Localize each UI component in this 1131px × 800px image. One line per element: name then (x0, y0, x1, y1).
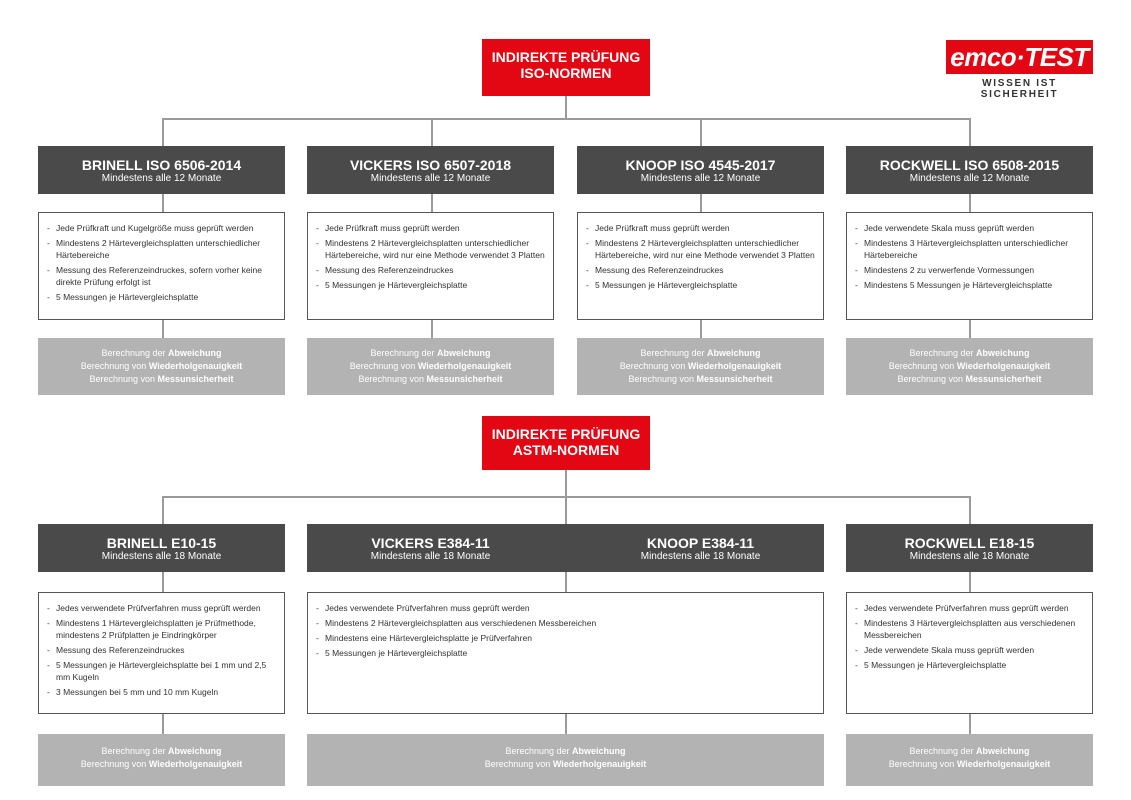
logo-tagline: WISSEN IST SICHERHEIT (980, 78, 1059, 100)
astm-brinell-calculations (38, 734, 285, 786)
astm-link (162, 714, 164, 734)
iso-link (700, 194, 702, 212)
list-item: - 5 Messungen je Härtevergleichsplatte (47, 291, 276, 303)
list-item: - Jedes verwendete Prüfverfahren muss geprüft werden (47, 602, 276, 614)
list-item: - Mindestens 2 zu verwerfende Vormessungen (855, 264, 1084, 276)
astm-vickers-title: VICKERS E384-11 (371, 535, 490, 551)
astm-header (482, 416, 650, 470)
calc-term: Messunsicherheit (426, 374, 503, 384)
list-item: - Jede verwendete Skala muss geprüft werden (855, 644, 1084, 656)
list-item: - Jede verwendete Skala muss geprüft werden (855, 222, 1084, 234)
astm-connector-drop-2 (565, 496, 567, 524)
calc-term: Abweichung (437, 348, 491, 358)
calc-label: Berechnung von (888, 361, 955, 371)
iso-rockwell-title: ROCKWELL ISO 6508-2015 (879, 157, 1060, 173)
iso-vickers-calculations (307, 338, 554, 395)
iso-brinell-title: BRINELL ISO 6506-2014 (81, 157, 242, 173)
calc-label: Berechnung von (628, 374, 694, 384)
astm-brinell-requirements (38, 592, 285, 714)
astm-vickers-heading (307, 524, 554, 563)
iso-header-line2: ISO-NORMEN (520, 65, 612, 81)
iso-connector-bar (162, 118, 969, 120)
iso-brinell-requirements (38, 212, 285, 320)
list-item: - Mindestens 3 Härtevergleichsplatten unterschiedlicher Härtebereiche (855, 237, 1084, 261)
list-item: - Mindestens 2 Härtevergleichsplatten unterschiedlicher Härtebereiche, wird nur eine Methode verwendet 3 Platten (316, 237, 545, 261)
calc-term: Abweichung (976, 746, 1030, 756)
iso-brinell-calculations (38, 338, 285, 395)
list-item: - Messung des Referenzeindruckes, sofern vorher keine direkte Prüfung erfolgt ist (47, 264, 276, 288)
list-item: - Mindestens 2 Härtevergleichsplatten unterschiedlicher Härtebereiche (47, 237, 276, 261)
calc-term: Wiederholgenauigkeit (552, 759, 647, 769)
calc-label: Berechnung von (358, 374, 424, 384)
astm-connector-drop-3 (969, 496, 971, 524)
iso-knoop-title: KNOOP ISO 4545-2017 (625, 157, 776, 173)
calc-label: Berechnung der (909, 746, 974, 756)
calc-term: Abweichung (168, 348, 222, 358)
iso-link (969, 194, 971, 212)
list-item: - Mindestens 2 Härtevergleichsplatten unterschiedlicher Härtebereiche, wird nur eine Methode verwendet 3 Platten (586, 237, 815, 261)
iso-link (431, 194, 433, 212)
iso-link (162, 194, 164, 212)
iso-header-line1: INDIREKTE PRÜFUNG (491, 49, 641, 65)
astm-header-line1: INDIREKTE PRÜFUNG (491, 426, 641, 442)
calc-term: Wiederholgenauigkeit (956, 759, 1051, 769)
astm-link (969, 572, 971, 592)
list-item: - Jede Prüfkraft und Kugelgröße muss geprüft werden (47, 222, 276, 234)
calc-term: Wiederholgenauigkeit (956, 361, 1051, 371)
calc-term: Wiederholgenauigkeit (417, 361, 512, 371)
iso-vickers-header (307, 146, 554, 194)
list-item: - 5 Messungen je Härtevergleichsplatte (855, 659, 1084, 671)
list-item: - Jedes verwendete Prüfverfahren muss geprüft werden (316, 602, 815, 614)
calc-term: Wiederholgenauigkeit (148, 361, 243, 371)
iso-knoop-header (577, 146, 824, 194)
calc-label: Berechnung von (484, 759, 551, 769)
iso-connector-drop-1 (162, 118, 164, 146)
astm-vickers-knoop-calculations (307, 734, 824, 786)
iso-link (431, 320, 433, 338)
emco-test-logo (946, 40, 1093, 100)
iso-header (482, 39, 650, 96)
list-item: - Mindestens 5 Messungen je Härtevergleichsplatte (855, 279, 1084, 291)
calc-term: Abweichung (572, 746, 626, 756)
astm-knoop-interval: Mindestens alle 18 Monate (640, 551, 761, 562)
calc-label: Berechnung der (101, 746, 166, 756)
list-item: - Messung des Referenzeindruckes (47, 644, 276, 656)
astm-link (565, 714, 567, 734)
calc-label: Berechnung der (505, 746, 570, 756)
astm-connector-stem (565, 470, 567, 496)
iso-brinell-header (38, 146, 285, 194)
list-item: - Mindestens eine Härtevergleichsplatte je Prüfverfahren (316, 632, 815, 644)
list-item: - 3 Messungen bei 5 mm und 10 mm Kugeln (47, 686, 276, 698)
astm-link (162, 572, 164, 592)
list-item: - 5 Messungen je Härtevergleichsplatte (586, 279, 815, 291)
calc-term: Abweichung (707, 348, 761, 358)
list-item: - Mindestens 2 Härtevergleichsplatten aus verschiedenen Messbereichen (316, 617, 815, 629)
calc-term: Messunsicherheit (965, 374, 1042, 384)
calc-label: Berechnung der (640, 348, 705, 358)
astm-vickers-interval: Mindestens alle 18 Monate (370, 551, 491, 562)
astm-header-line2: ASTM-NORMEN (512, 442, 620, 458)
iso-rockwell-interval: Mindestens alle 12 Monate (909, 173, 1030, 184)
calc-label: Berechnung von (619, 361, 686, 371)
iso-link (700, 320, 702, 338)
calc-term: Wiederholgenauigkeit (148, 759, 243, 769)
astm-link (565, 572, 567, 592)
calc-label: Berechnung von (888, 759, 955, 769)
iso-vickers-requirements (307, 212, 554, 320)
iso-brinell-interval: Mindestens alle 12 Monate (101, 173, 222, 184)
list-item: - Jedes verwendete Prüfverfahren muss geprüft werden (855, 602, 1084, 614)
iso-vickers-interval: Mindestens alle 12 Monate (370, 173, 491, 184)
astm-rockwell-calculations (846, 734, 1093, 786)
calc-label: Berechnung der (101, 348, 166, 358)
iso-knoop-interval: Mindestens alle 12 Monate (640, 173, 761, 184)
iso-connector-stem (565, 96, 567, 118)
list-item: - Jede Prüfkraft muss geprüft werden (316, 222, 545, 234)
list-item: - Mindestens 3 Härtevergleichsplatten aus verschiedenen Messbereichen (855, 617, 1084, 641)
list-item: - Messung des Referenzeindruckes (586, 264, 815, 276)
iso-connector-drop-3 (700, 118, 702, 146)
calc-label: Berechnung von (349, 361, 416, 371)
iso-knoop-calculations (577, 338, 824, 395)
list-item: - Mindestens 1 Härtevergleichsplatten je Prüfmethode, mindestens 2 Prüfplatten je Eindringkörper (47, 617, 276, 641)
iso-link (969, 320, 971, 338)
astm-rockwell-title: ROCKWELL E18-15 (904, 535, 1035, 551)
astm-vickers-knoop-header (307, 524, 824, 572)
iso-connector-drop-2 (431, 118, 433, 146)
list-item: - Messung des Referenzeindruckes (316, 264, 545, 276)
calc-label: Berechnung von (89, 374, 155, 384)
list-item: - 5 Messungen je Härtevergleichsplatte bei 1 mm und 2,5 mm Kugeln (47, 659, 276, 683)
calc-label: Berechnung von (897, 374, 963, 384)
iso-rockwell-calculations (846, 338, 1093, 395)
astm-rockwell-interval: Mindestens alle 18 Monate (909, 551, 1030, 562)
astm-brinell-interval: Mindestens alle 18 Monate (101, 551, 222, 562)
astm-brinell-header (38, 524, 285, 572)
calc-term: Messunsicherheit (157, 374, 234, 384)
iso-rockwell-requirements (846, 212, 1093, 320)
calc-term: Abweichung (168, 746, 222, 756)
astm-knoop-title: KNOOP E384-11 (646, 535, 755, 551)
iso-connector-drop-4 (969, 118, 971, 146)
iso-rockwell-header (846, 146, 1093, 194)
list-item: - 5 Messungen je Härtevergleichsplatte (316, 279, 545, 291)
list-item: - 5 Messungen je Härtevergleichsplatte (316, 647, 815, 659)
calc-label: Berechnung der (909, 348, 974, 358)
iso-link (162, 320, 164, 338)
calc-label: Berechnung von (80, 361, 147, 371)
calc-term: Abweichung (976, 348, 1030, 358)
astm-knoop-heading (577, 524, 824, 563)
astm-link (969, 714, 971, 734)
calc-label: Berechnung von (80, 759, 147, 769)
astm-connector-drop-1 (162, 496, 164, 524)
astm-vickers-knoop-requirements (307, 592, 824, 714)
iso-knoop-requirements (577, 212, 824, 320)
calc-label: Berechnung der (370, 348, 435, 358)
astm-rockwell-header (846, 524, 1093, 572)
list-item: - Jede Prüfkraft muss geprüft werden (586, 222, 815, 234)
astm-brinell-title: BRINELL E10-15 (106, 535, 217, 551)
calc-term: Messunsicherheit (696, 374, 773, 384)
astm-rockwell-requirements (846, 592, 1093, 714)
iso-vickers-title: VICKERS ISO 6507-2018 (349, 157, 512, 173)
logo-brand: emco·TEST (946, 40, 1093, 74)
calc-term: Wiederholgenauigkeit (687, 361, 782, 371)
